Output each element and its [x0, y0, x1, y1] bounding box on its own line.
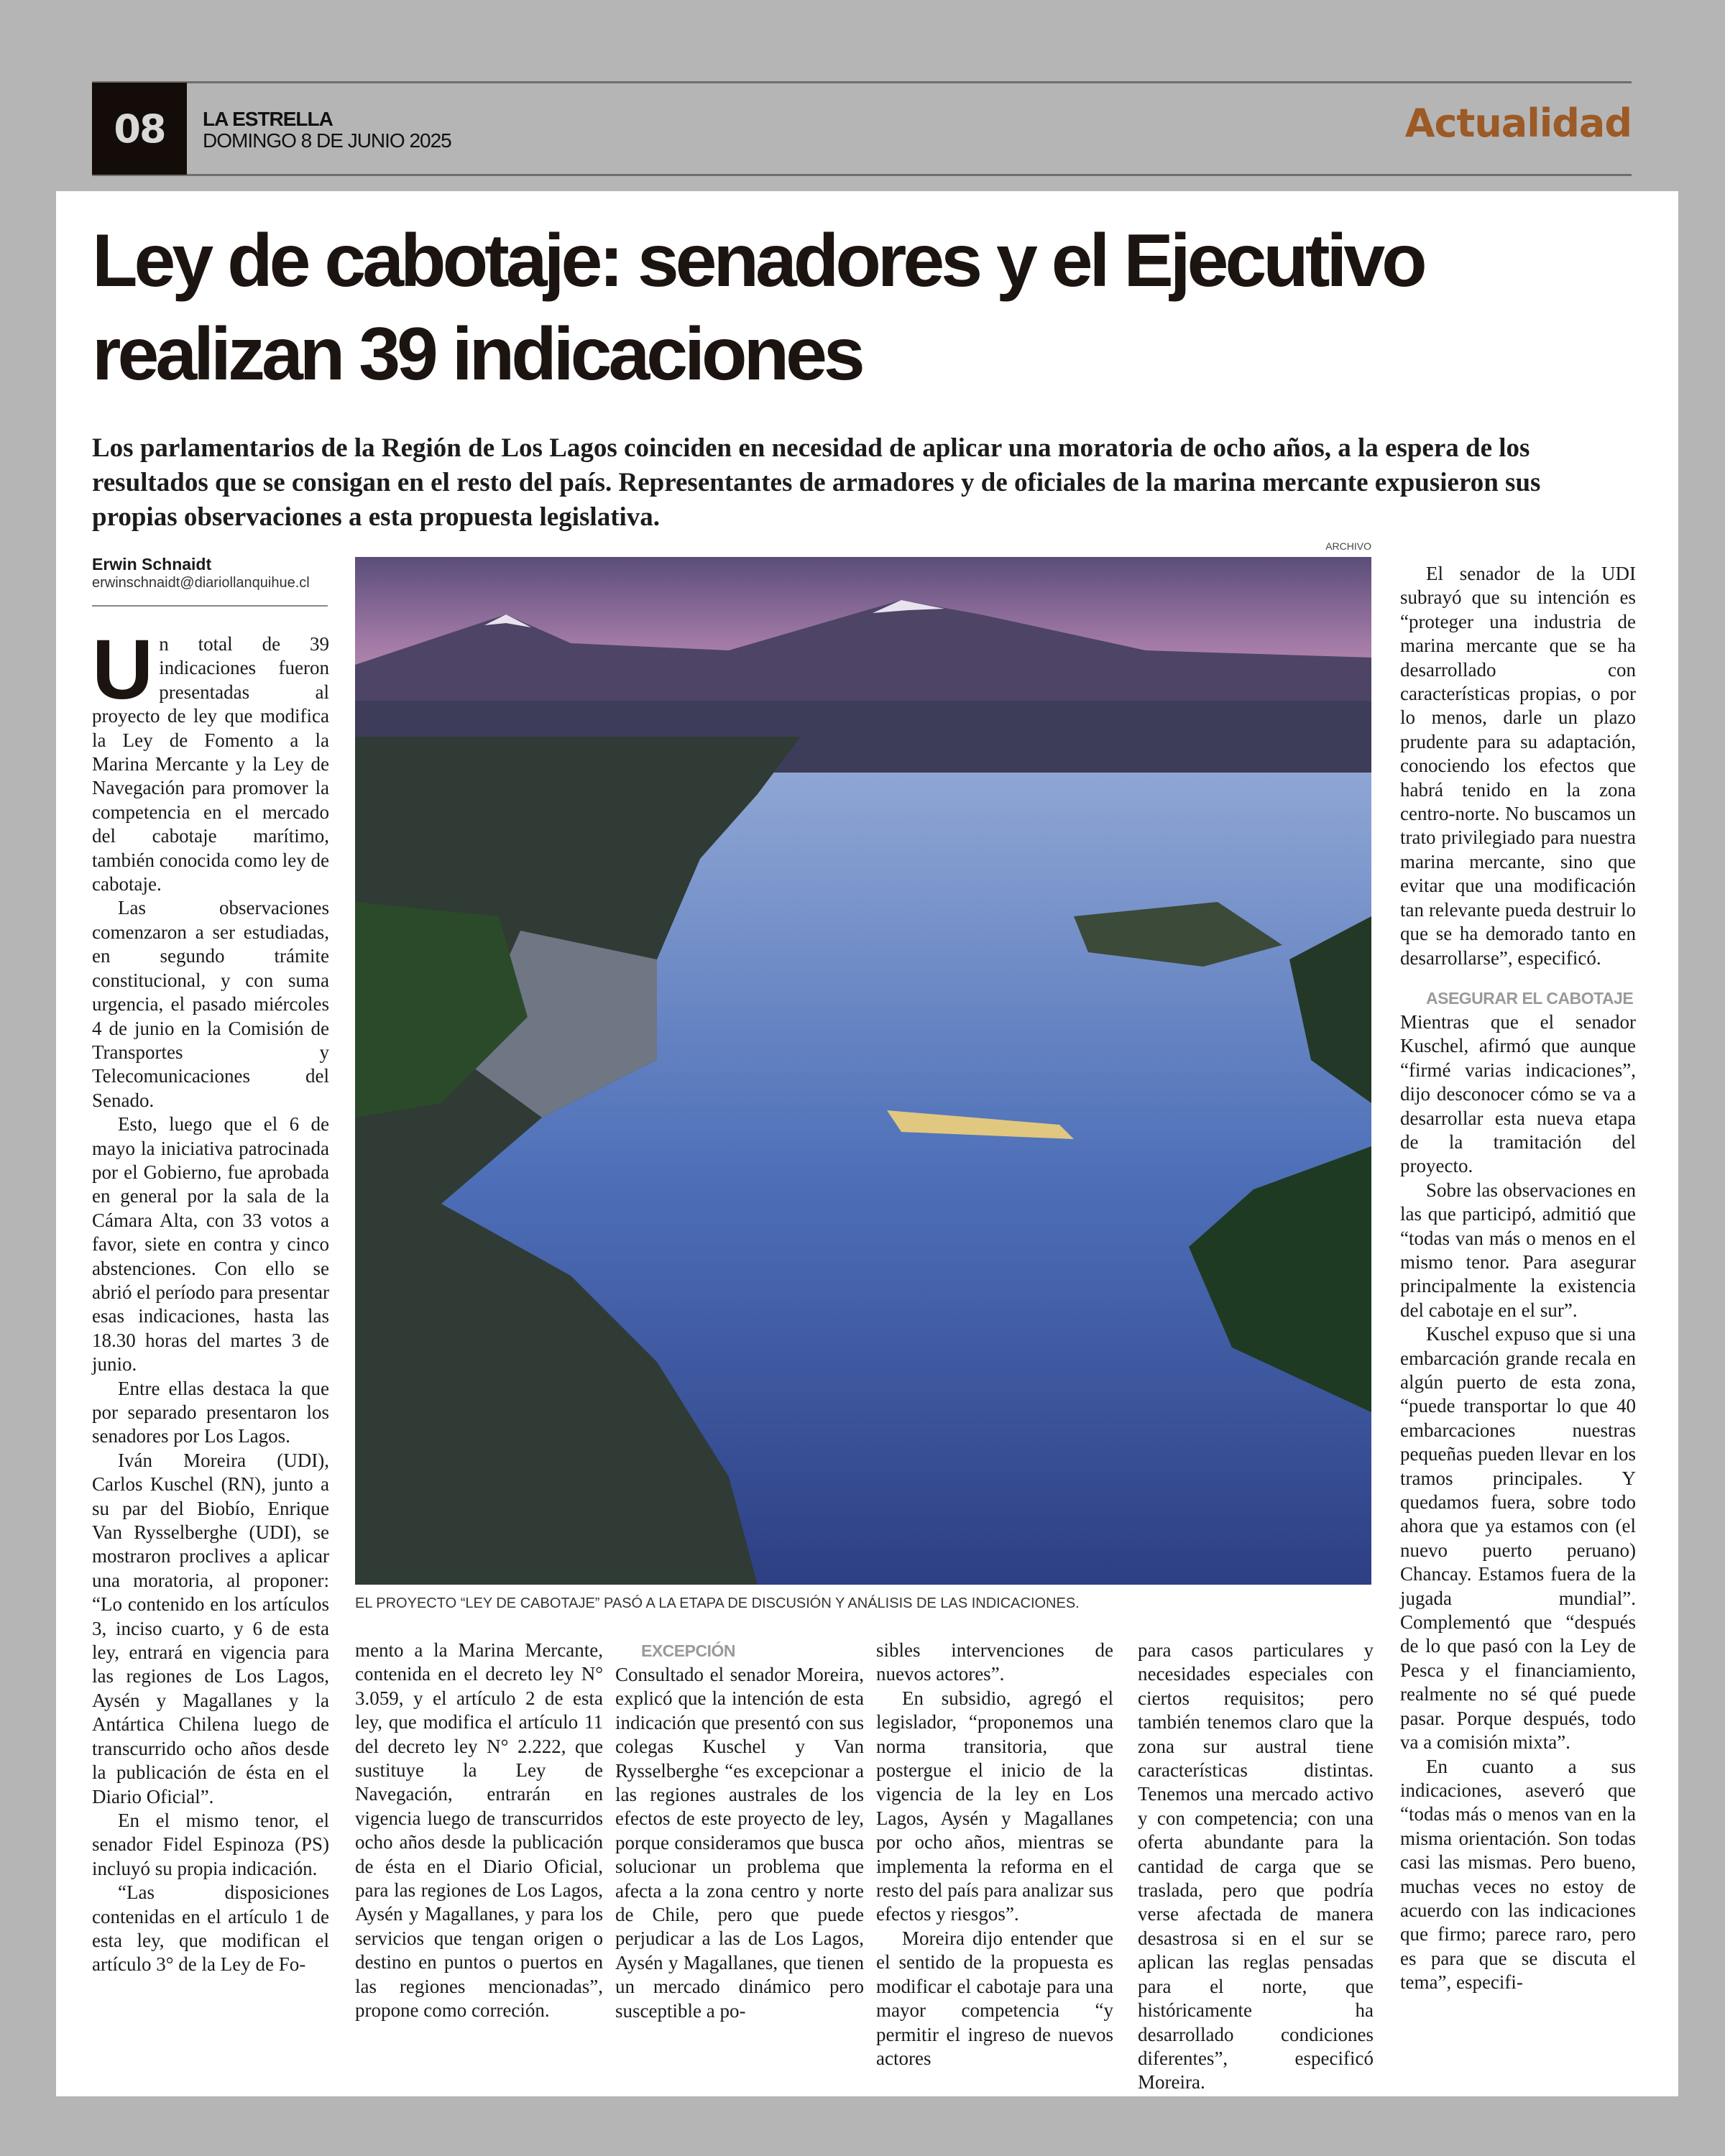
deck: Los parlamentarios de la Región de Los Lagos coinciden en necesidad de aplicar una moratoria de ocho años, a la espera de los resultados que se consigan en el resto del país. Representantes de armadores y de oficiales de la marina mercante expusieron sus propias observaciones a esta propuesta legislativa. — [92, 433, 1541, 532]
byline-rule — [92, 605, 328, 607]
paragraph: En cuanto a sus indicaciones, aseveró que “todas más o menos van en la misma orientación. Son todas casi las mismas. Pero bueno, muchas veces no estoy de acuerdo con las indicaciones que firmo; parece raro, pero es para que se discuta el tema”, especifi- — [1400, 1755, 1636, 1994]
paragraph: Kuschel expuso que si una embarcación grande recala en algún puerto de esta zona, “puede transportar lo que 40 embarcaciones nuestras pequeñas pueden llevar en los tramos principales. Y quedamos fuera, sobre todo ahora que ya estamos con (el nuevo puerto peruano) Chancay. Estamos fuera de la jugada mundial”. Complementó que “después de lo que pasó con la Ley de Pesca y el financiamiento, realmente no sé qué puede pasar. Porque después, todo va a comisión mixta”. — [1400, 1323, 1636, 1754]
publication-name: LA ESTRELLA — [203, 108, 333, 130]
column-6 — [1400, 562, 1636, 2071]
byline-email[interactable]: erwinschnaidt@diariollanquihue.cl — [92, 575, 310, 591]
paragraph: En subsidio, agregó el legislador, “proponemos una norma transitoria, que postergue el inicio de la vigencia de la ley en Los Lagos, Aysén y Magallanes por ocho años, mientras se implementa la reforma en el resto del país para analizar sus efectos y riesgos”. — [876, 1687, 1113, 1925]
byline-name: Erwin Schnaidt — [92, 555, 212, 573]
header-bottom-rule — [92, 174, 1632, 176]
subhead-asegurar-cabotaje: ASEGURAR EL CABOTAJE — [1426, 988, 1634, 1008]
column-1 — [92, 622, 329, 2070]
paragraph: Consultado el senador Moreira, explicó que la intención de esta indicación que presentó con sus colegas Kuschel y Van Rysselberghe “es excepcionar a las regiones australes de los efectos de este proyecto de ley, porque consideramos que busca solucionar un problema que afecta a la zona centro y norte de Chile, pero que puede perjudicar a las de Los Lagos, Aysén y Magallanes, que tienen un mercado dinámico pero susceptible a po- — [615, 1664, 864, 2022]
column-3 — [615, 1639, 864, 2070]
column-5 — [1138, 1639, 1374, 2093]
paragraph: Mientras que el senador Kuschel, afirmó que aunque “firmé varias indicaciones”, dijo desconocer cómo se va a desarrollar esta nueva etapa de la tramitación del proyecto. — [1400, 1010, 1636, 1177]
publication-date: DOMINGO 8 DE JUNIO 2025 — [203, 129, 451, 152]
paragraph: En el mismo tenor, el senador Fidel Espinoza (PS) incluyó su propia indicación. — [92, 1809, 329, 1879]
paragraph: para casos particulares y necesidades especiales con ciertos requisitos; pero también tenemos claro que la zona sur austral tiene características distintas. Tenemos una mercado activo y con competencia; con una oferta abundante para la cantidad de carga que se traslada, pero que podría verse afectada de manera desastrosa si en el sur se aplican las reglas pensadas para el norte, que históricamente ha desarrollado condiciones diferentes”, especificó Moreira. — [1138, 1639, 1374, 2093]
paragraph: Iván Moreira (UDI), Carlos Kuschel (RN), junto a su par del Biobío, Enrique Van Rysselberghe (UDI), se mostraron proclives a aplicar una moratoria, al proponer: “Lo contenido en los artículos 3, inciso cuarto, y 6 de esta ley, entrará en vigencia para las regiones de Los Lagos, Aysén y Magallanes y la Antártica Chilena luego de transcurrido ocho años desde la publicación de ésta en el Diario Oficial”. — [92, 1449, 329, 1807]
photo-credit: ARCHIVO — [1325, 540, 1371, 552]
paragraph: Las observaciones comenzaron a ser estudiadas, en segundo trámite constitucional, y con suma urgencia, el pasado miércoles 4 de junio en la Comisión de Transportes y Telecomunicaciones del Senado. — [92, 897, 329, 1111]
paragraph: mento a la Marina Mercante, contenida en el decreto ley N° 3.059, y el artículo 2 de esta ley, que modifica el artículo 11 del decreto ley N° 2.222, que sustituye la Ley de Navegación, entrarán en vigencia luego de transcurridos ocho años desde la publicación de ésta en el Diario Oficial, para las regiones de Los Lagos, Aysén y Magallanes, y para los servicios que tengan origen o destino en puntos o puertos en las regiones mencionadas”, propone como correción. — [355, 1639, 603, 2022]
photo-caption: EL PROYECTO “LEY DE CABOTAJE” PASÓ A LA ETAPA DE DISCUSIÓN Y ANÁLISIS DE LAS INDICACIONES. — [355, 1595, 1080, 1611]
header-top-rule — [92, 81, 1632, 83]
subhead-excepcion: EXCEPCIÓN — [641, 1641, 735, 1660]
drop-cap: U — [92, 622, 154, 717]
paragraph: Moreira dijo entender que el sentido de la propuesta es modificar el cabotaje para una mayor competencia “y permitir el ingreso de nuevos actores — [876, 1927, 1113, 2069]
paragraph: Sobre las observaciones en las que participó, admitió que “todas van más o menos en el mismo tenor. Para asegurar principalmente la existencia del cabotaje en el sur”. — [1400, 1179, 1636, 1321]
article-photo — [355, 557, 1371, 1585]
paragraph: n total de 39 indicaciones fueron presentadas al proyecto de ley que modifica la Ley de Fomento a la Marina Mercante y la Ley de Navegación para promover la competencia en el mercado del cabotaje marítimo, también conocida como ley de cabotaje. — [92, 633, 329, 895]
paragraph: sibles intervenciones de nuevos actores”. — [876, 1639, 1113, 1685]
column-2 — [355, 1639, 603, 2070]
paragraph: Entre ellas destaca la que por separado presentaron los senadores por Los Lagos. — [92, 1377, 329, 1447]
paragraph: Esto, luego que el 6 de mayo la iniciativa patrocinada por el Gobierno, fue aprobada en general por la sala de la Cámara Alta, con 33 votos a favor, siete en contra y cinco abstenciones. Con ello se abrió el período para presentar esas indicaciones, hasta las 18.30 horas del martes 3 de junio. — [92, 1113, 329, 1376]
paragraph: El senador de la UDI subrayó que su intención es “proteger una industria de marina mercante que se ha desarrollado con características propias, o por lo menos, darle un plazo prudente para su adaptación, conociendo los efectos que habrá tenido en la zona centro-norte. No buscamos un trato privilegiado para nuestra marina mercante, sino que evitar que una modificación tan relevante pueda destruir lo que se ha demorado tanto en desarrollarse”, especificó. — [1400, 563, 1636, 969]
paragraph: “Las disposiciones contenidas en el artículo 1 de esta ley, que modifican el artículo 3° de la Ley de Fo- — [92, 1881, 329, 1976]
section-name: Actualidad — [1404, 101, 1632, 146]
page-number: 08 — [92, 83, 187, 175]
headline: Ley de cabotaje: senadores y el Ejecutivo realizan 39 indicaciones — [92, 219, 1424, 396]
column-4 — [876, 1639, 1113, 2070]
